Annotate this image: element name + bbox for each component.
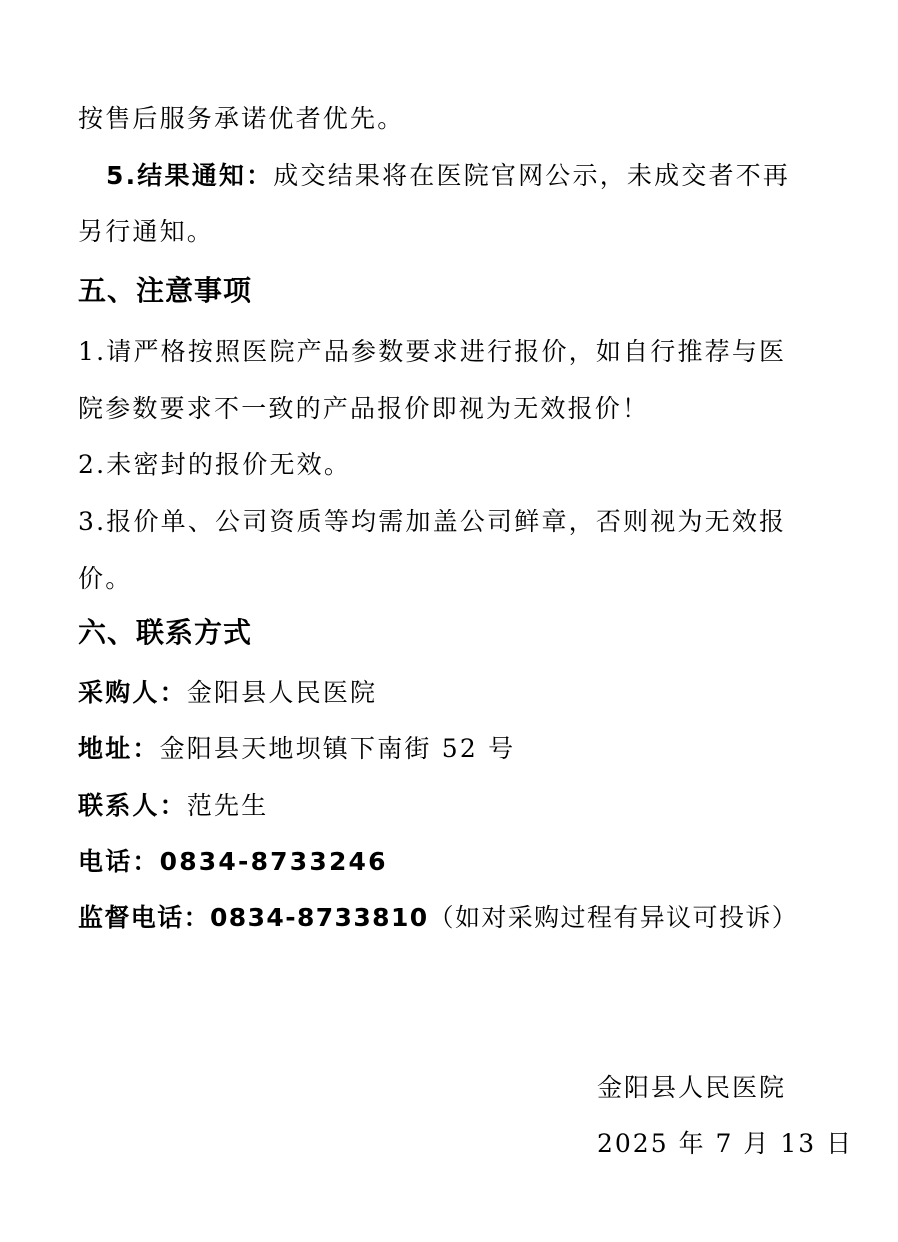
supervision-row <box>78 902 798 934</box>
note-item-1: 1.请严格按照医院产品参数要求进行报价，如自行推荐与医 <box>78 337 787 366</box>
purchaser-row <box>78 677 377 709</box>
supervision-label: 监督电话： <box>78 903 211 932</box>
result-notice-continuation: 另行通知。 <box>78 217 215 246</box>
result-notice-text: 成交结果将在医院官网公示，未成交者不再 <box>273 161 791 190</box>
section-heading-contact: 六、联系方式 <box>78 616 253 649</box>
signature-date: 2025 年 7 月 13 日 <box>597 1129 854 1158</box>
contact-row <box>78 790 268 822</box>
paragraph-line: 按售后服务承诺优者优先。 <box>78 104 405 133</box>
phone-row <box>78 846 388 878</box>
note-item-3-continuation: 价。 <box>78 564 133 593</box>
note-item-1-continuation: 院参数要求不一致的产品报价即视为无效报价！ <box>78 394 650 423</box>
result-notice-item <box>106 160 790 192</box>
address-row <box>78 733 515 765</box>
purchaser-value: 金阳县人民医院 <box>186 678 378 707</box>
note-item-2: 2.未密封的报价无效。 <box>78 450 352 479</box>
purchaser-label: 采购人： <box>78 678 187 707</box>
phone-value: 0834-8733246 <box>159 847 388 876</box>
note-item-3: 3.报价单、公司资质等均需加盖公司鲜章，否则视为无效报 <box>78 507 787 536</box>
phone-label: 电话： <box>78 847 160 876</box>
contact-label: 联系人： <box>78 791 187 820</box>
supervision-value: 0834-8733810 <box>210 903 429 932</box>
supervision-note: （如对采购过程有异议可投诉） <box>428 903 799 932</box>
contact-value: 范先生 <box>186 791 269 820</box>
address-value: 金阳县天地坝镇下南街 52 号 <box>159 734 516 763</box>
result-notice-label: 5.结果通知： <box>106 161 274 190</box>
section-heading-notes: 五、注意事项 <box>78 274 253 307</box>
signature-org: 金阳县人民医院 <box>597 1073 787 1102</box>
address-label: 地址： <box>78 734 160 763</box>
